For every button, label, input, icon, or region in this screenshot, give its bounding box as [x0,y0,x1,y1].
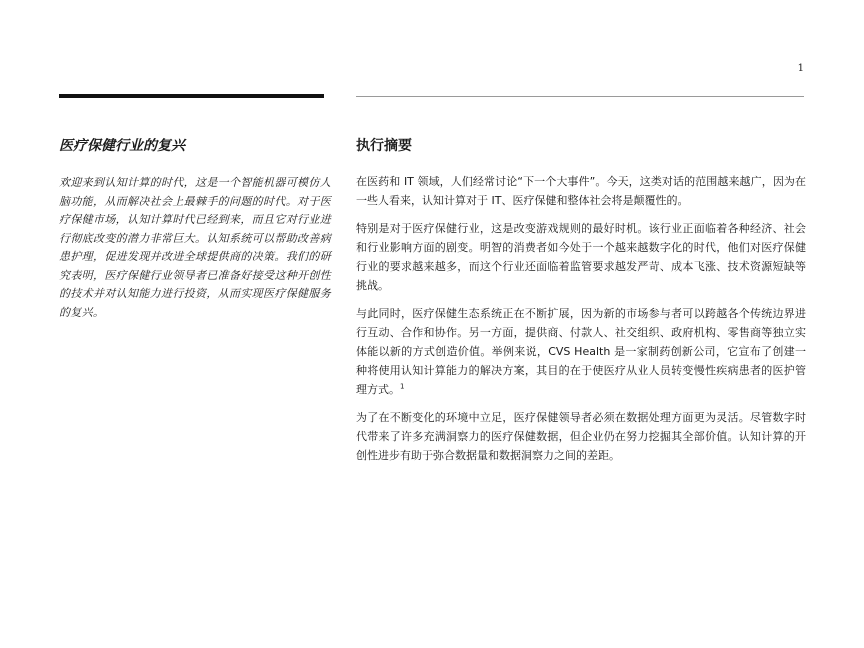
page-number: 1 [797,63,804,74]
summary-paragraph-3-text: 与此同时，医疗保健生态系统正在不断扩展，因为新的市场参与者可以跨越各个传统边界进行互动、合作和协作。另一方面，提供商、付款人、社交组织、政府机构、零售商等独立实体能以新的方式创造价值。举例来说，CVS Health 是一家制药创新公司，它宣布了创建一种将使用认知计算能力的解决方案，其目的在于使医疗从业人员转变慢性疾病患者的医护管理方式。 [356,307,806,396]
executive-summary-title: 执行摘要 [356,138,412,154]
summary-paragraph-1: 在医药和 IT 领域，人们经常讨论“下一个大事件”。今天，这类对话的范围越来越广，因为在一些人看来，认知计算对于 IT、医疗保健和整体社会将是颠覆性的。 [356,175,806,207]
right-column [356,136,806,474]
summary-paragraph-3 [356,304,806,399]
right-header-rule [356,96,804,97]
left-section-title: 医疗保健行业的复兴 [59,138,185,154]
summary-paragraph-2: 特别是对于医疗保健行业，这是改变游戏规则的最好时机。该行业正面临着各种经济、社会和行业影响方面的剧变。明智的消费者如今处于一个越来越数字化的时代，他们对医疗保健行业的要求越来越多，而这个行业还面临着监管要求越发严苛、成本飞涨、技术资源短缺等挑战。 [356,222,806,292]
left-header-rule [59,94,324,98]
footnote-ref: 1 [400,382,405,391]
intro-paragraph: 欢迎来到认知计算的时代，这是一个智能机器可模仿人脑功能，从而解决社会上最棘手的问题的时代。对于医疗保健市场，认知计算时代已经到来，而且它对行业进行彻底改变的潜力非常巨大。认知系统可以帮助改善病患护理，促进发现并改进全球提供商的决策。我们的研究表明，医疗保健行业领导者已准备好接受这种开创性的技术并对认知能力进行投资，从而实现医疗保健服务的复兴。 [59,176,331,319]
summary-paragraph-4: 为了在不断变化的环境中立足，医疗保健领导者必须在数据处理方面更为灵活。尽管数字时代带来了许多充满洞察力的医疗保健数据，但企业仍在努力挖掘其全部价值。认知计算的开创性进步有助于弥合数据量和数据洞察力之间的差距。 [356,411,806,462]
left-column [59,136,331,322]
